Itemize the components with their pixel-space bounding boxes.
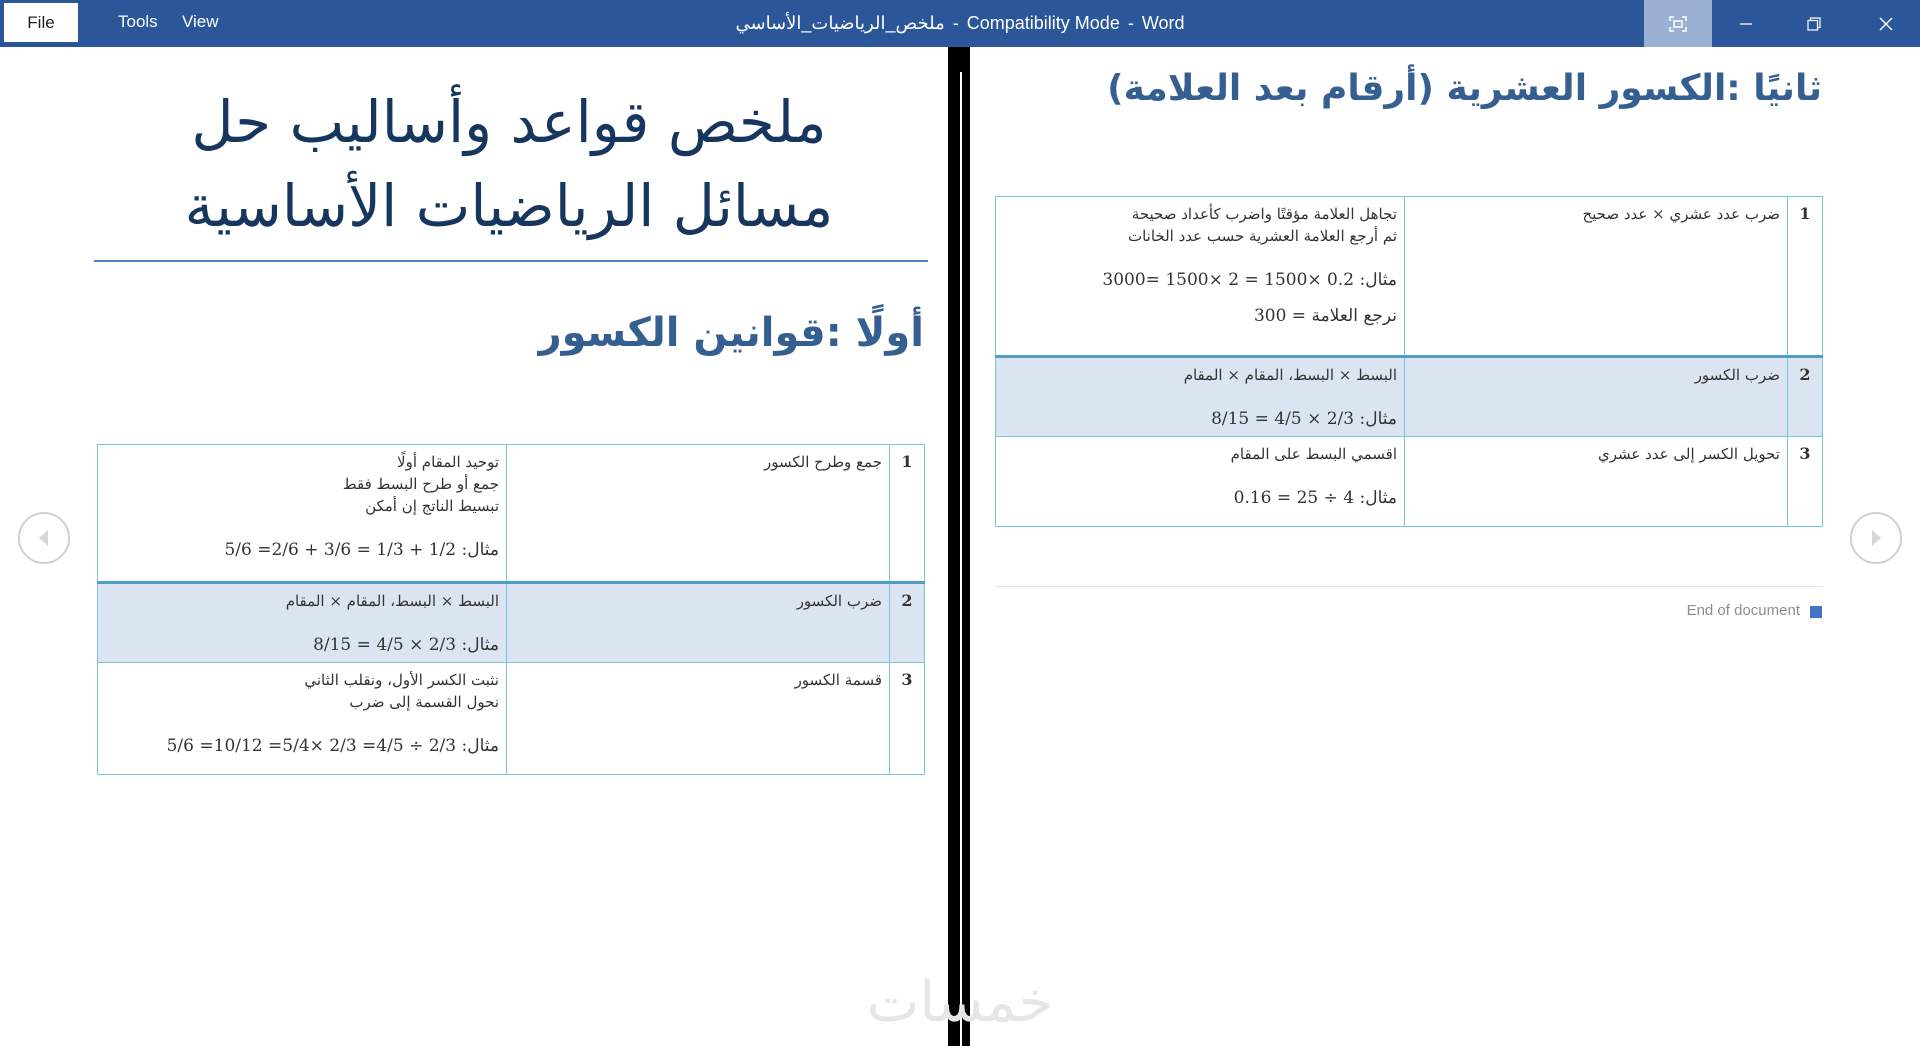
close-icon	[1878, 16, 1894, 32]
title-bar	[0, 0, 1920, 47]
table-row	[98, 583, 925, 663]
rule-name: جمع وطرح الكسور	[507, 445, 890, 583]
table-row	[996, 437, 1823, 527]
page-divider	[948, 47, 970, 1046]
watermark-logo: خمسات	[866, 970, 1054, 1035]
rule-name: ضرب الكسور	[1405, 357, 1788, 437]
arrow-left-icon	[36, 529, 52, 547]
rule-description: البسط × البسط، المقام × المقام مثال: 2/3 × 4/5 = 8/15	[996, 357, 1405, 437]
row-number: 3	[1788, 437, 1823, 527]
rule-example: مثال: 4 ÷ 25 = 0.16	[1233, 488, 1397, 508]
end-of-document-marker	[1810, 606, 1822, 618]
rule-description: تجاهل العلامة مؤقتًا واضرب كأعداد صحيحة ثم أرجع العلامة العشرية حسب عدد الخانات مثال: 0.2 ×1500 = 2 ×1500 =3000 نرجع العلامة = 300	[996, 197, 1405, 357]
restore-icon	[1807, 17, 1821, 31]
close-button[interactable]	[1852, 0, 1920, 47]
rule-example: مثال: 2/3 × 4/5 = 8/15	[1211, 409, 1397, 429]
table-row	[98, 445, 925, 583]
row-number: 3	[890, 663, 925, 775]
row-number: 1	[890, 445, 925, 583]
heading-fractions: أولًا :قوانين الكسور	[538, 310, 924, 356]
rule-name: ضرب الكسور	[507, 583, 890, 663]
document-title-line1: ملخص قواعد وأساليب حل	[191, 88, 827, 156]
next-page-button[interactable]	[1850, 512, 1902, 564]
focus-icon	[1669, 16, 1687, 32]
heading-decimals: ثانيًا :الكسور العشرية (أرقام بعد العلامة)	[1107, 68, 1822, 109]
fractions-table	[97, 444, 925, 775]
rule-example-result: نرجع العلامة = 300	[1253, 306, 1397, 326]
rule-description: اقسمي البسط على المقام مثال: 4 ÷ 25 = 0.16	[996, 437, 1405, 527]
app-name: Word	[1141, 13, 1185, 33]
rule-name: تحويل الكسر إلى عدد عشري	[1405, 437, 1788, 527]
compatibility-mode: Compatibility Mode	[966, 13, 1120, 33]
document-title-line2: مسائل الرياضيات الأساسية	[184, 172, 834, 240]
file-menu[interactable]: File	[2, 1, 80, 44]
rule-name: قسمة الكسور	[507, 663, 890, 775]
row-number: 1	[1788, 197, 1823, 357]
restore-button[interactable]	[1780, 0, 1848, 47]
page-divider-line	[960, 72, 962, 1046]
table-row	[996, 357, 1823, 437]
rule-example: مثال: 1/2 + 1/3 = 3/6 + 2/6= 5/6	[224, 540, 499, 560]
document-title	[94, 80, 924, 248]
rule-description: توحيد المقام أولًا جمع أو طرح البسط فقط تبسيط الناتج إن أمكن مثال: 1/2 + 1/3 = 3/6 + 2/6= 5/6	[98, 445, 507, 583]
rule-description: نثبت الكسر الأول، ونقلب الثاني نحول القسمة إلى ضرب مثال: 2/3 ÷ 4/5= 2/3 ×5/4= 10/12= 5/6	[98, 663, 507, 775]
view-menu[interactable]: View	[182, 12, 219, 31]
arrow-right-icon	[1868, 529, 1884, 547]
decimals-table	[995, 196, 1823, 527]
document-name: ملخص_الرياضيات_الأساسي	[735, 13, 945, 33]
title-underline	[94, 260, 928, 262]
rule-name: ضرب عدد عشري × عدد صحيح	[1405, 197, 1788, 357]
tools-menu[interactable]: Tools	[118, 12, 158, 31]
rule-example: مثال: 0.2 ×1500 = 2 ×1500 =3000	[1102, 270, 1397, 290]
end-of-document-label: End of document	[1686, 602, 1800, 619]
row-number: 2	[890, 583, 925, 663]
window-title: ملخص_الرياضيات_الأساسي - Compatibility Mode - Word	[735, 13, 1185, 33]
table-row	[996, 197, 1823, 357]
minimize-button[interactable]	[1712, 0, 1780, 47]
focus-mode-button[interactable]	[1644, 0, 1712, 47]
end-of-document-rule	[995, 586, 1823, 587]
row-number: 2	[1788, 357, 1823, 437]
table-row	[98, 663, 925, 775]
rule-example: مثال: 2/3 × 4/5 = 8/15	[313, 635, 499, 655]
rule-description: البسط × البسط، المقام × المقام مثال: 2/3 × 4/5 = 8/15	[98, 583, 507, 663]
rule-example: مثال: 2/3 ÷ 4/5= 2/3 ×5/4= 10/12= 5/6	[166, 736, 499, 756]
previous-page-button[interactable]	[18, 512, 70, 564]
minimize-icon	[1739, 17, 1753, 31]
